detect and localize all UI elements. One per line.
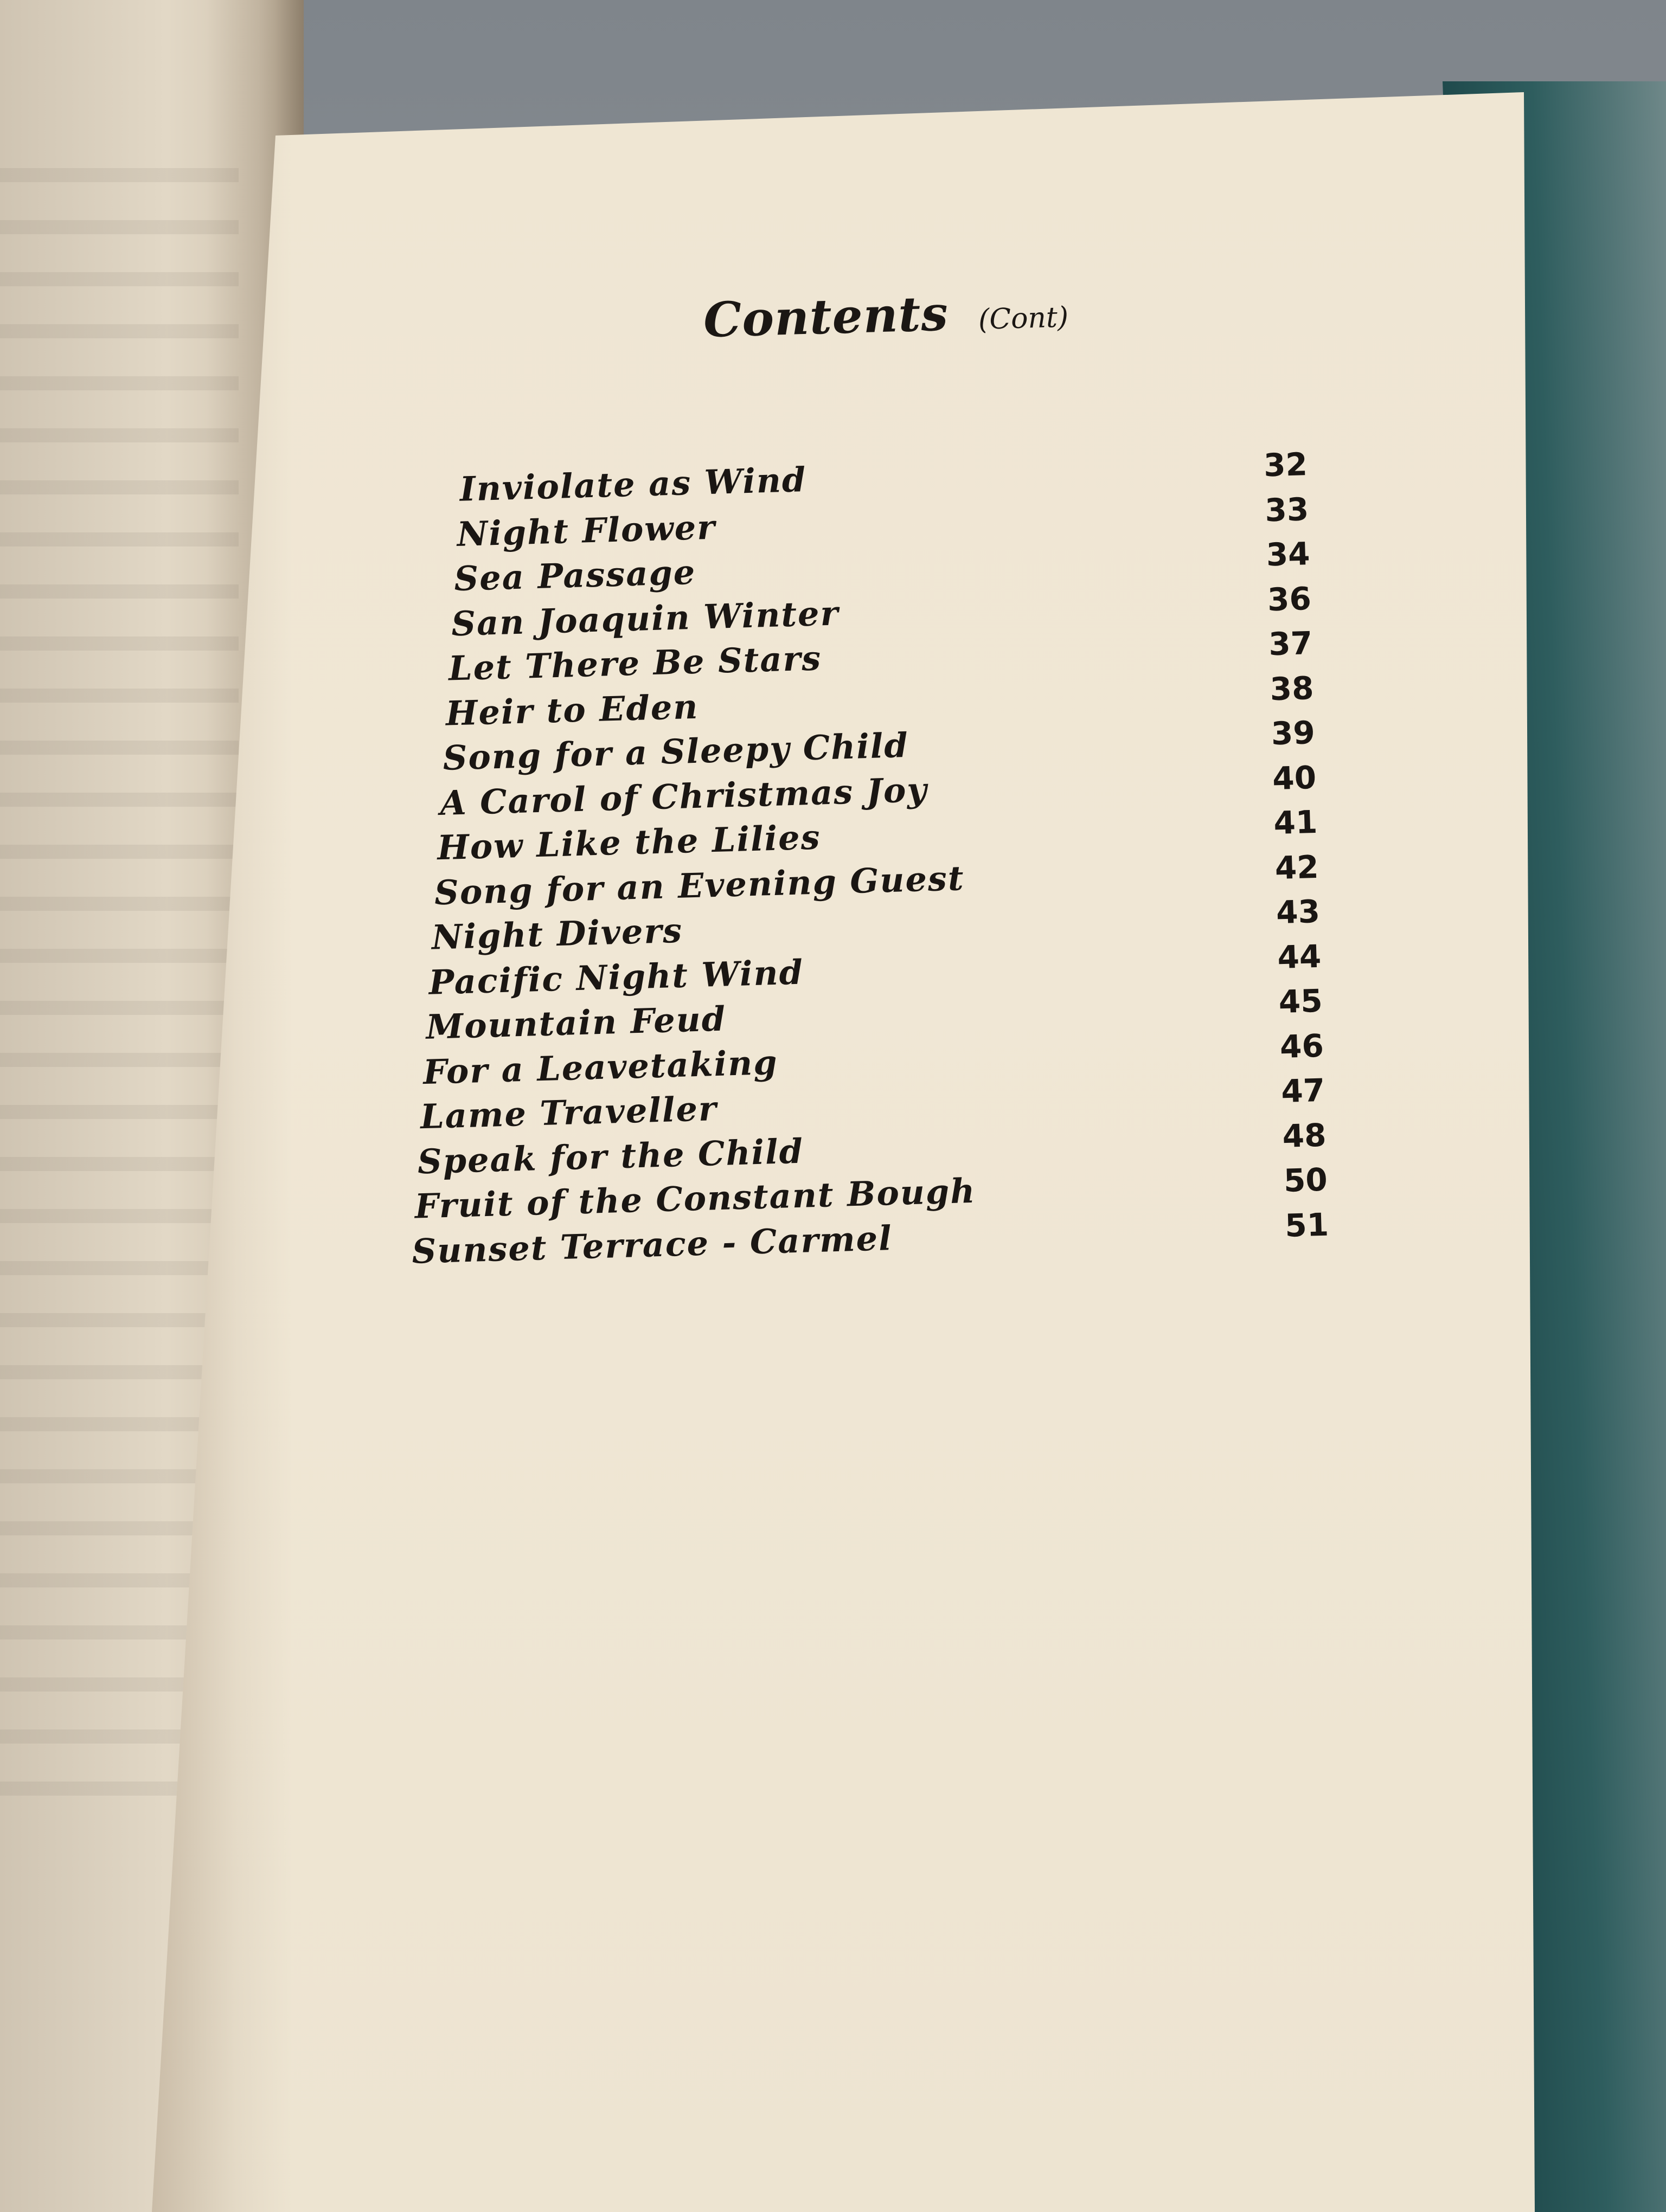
toc-entry-title: Heir to Eden [445, 686, 700, 734]
toc-entry-page-number: 38 [1269, 669, 1315, 708]
toc-entry-title: Let There Be Stars [448, 638, 823, 689]
toc-entry [456, 490, 1310, 554]
toc-entry-page-number: 33 [1264, 490, 1310, 529]
toc-entry-title: How Like the Lilies [437, 817, 822, 868]
contents-heading [703, 281, 1069, 348]
toc-entry-title: Sunset Terrace - Carmel [411, 1218, 893, 1271]
toc-entry-page-number: 41 [1273, 803, 1318, 842]
toc-entry-page-number: 50 [1283, 1161, 1328, 1199]
toc-entry-title: Inviolate as Wind [459, 459, 808, 509]
toc-entry-page-number: 51 [1284, 1206, 1329, 1244]
toc-entry-title: For a Leavetaking [422, 1042, 779, 1092]
toc-entry-page-number: 48 [1281, 1116, 1327, 1155]
toc-entry-title: Speak for the Child [416, 1131, 804, 1181]
toc-entry-page-number: 32 [1263, 446, 1308, 484]
toc-entry [453, 535, 1311, 599]
toc-entry-title: Fruit of the Constant Bough [414, 1171, 977, 1226]
toc-entry-title: Mountain Feud [425, 999, 727, 1047]
toc-entry-title: A Carol of Christmas Joy [439, 769, 928, 823]
toc-entry-page-number: 40 [1272, 758, 1317, 797]
contents-title: Contents [702, 285, 950, 349]
toc-entry-title: Night Divers [431, 910, 683, 957]
contents-subtitle: (Cont) [978, 301, 1069, 336]
toc-entry-page-number: 45 [1278, 982, 1323, 1021]
toc-entry-page-number: 42 [1274, 848, 1319, 886]
toc-entry-page-number: 46 [1279, 1027, 1324, 1065]
toc-entry-page-number: 43 [1276, 892, 1321, 931]
toc-entry [448, 625, 1313, 689]
toc-entry-title: Night Flower [456, 507, 716, 554]
toc-entry-title: San Joaquin Winter [451, 593, 840, 644]
toc-entry-title: Sea Passage [453, 552, 697, 599]
toc-entry [411, 1206, 1329, 1271]
toc-entry-title: Pacific Night Wind [428, 951, 804, 1002]
toc-entry-page-number: 37 [1268, 625, 1313, 663]
toc-entry-title: Song for an Evening Guest [434, 858, 965, 912]
toc-entry-page-number: 47 [1280, 1071, 1326, 1110]
toc-entry [451, 580, 1312, 644]
toc-entry [459, 446, 1308, 509]
toc-entry-page-number: 34 [1265, 535, 1311, 574]
toc-entry-page-number: 39 [1271, 713, 1316, 753]
toc-entry-page-number: 44 [1277, 937, 1322, 976]
toc-entry-title: Lame Traveller [420, 1089, 718, 1137]
toc-entry-title: Song for a Sleepy Child [442, 725, 909, 778]
toc-entry-page-number: 36 [1267, 580, 1312, 618]
toc-entry [434, 848, 1319, 912]
